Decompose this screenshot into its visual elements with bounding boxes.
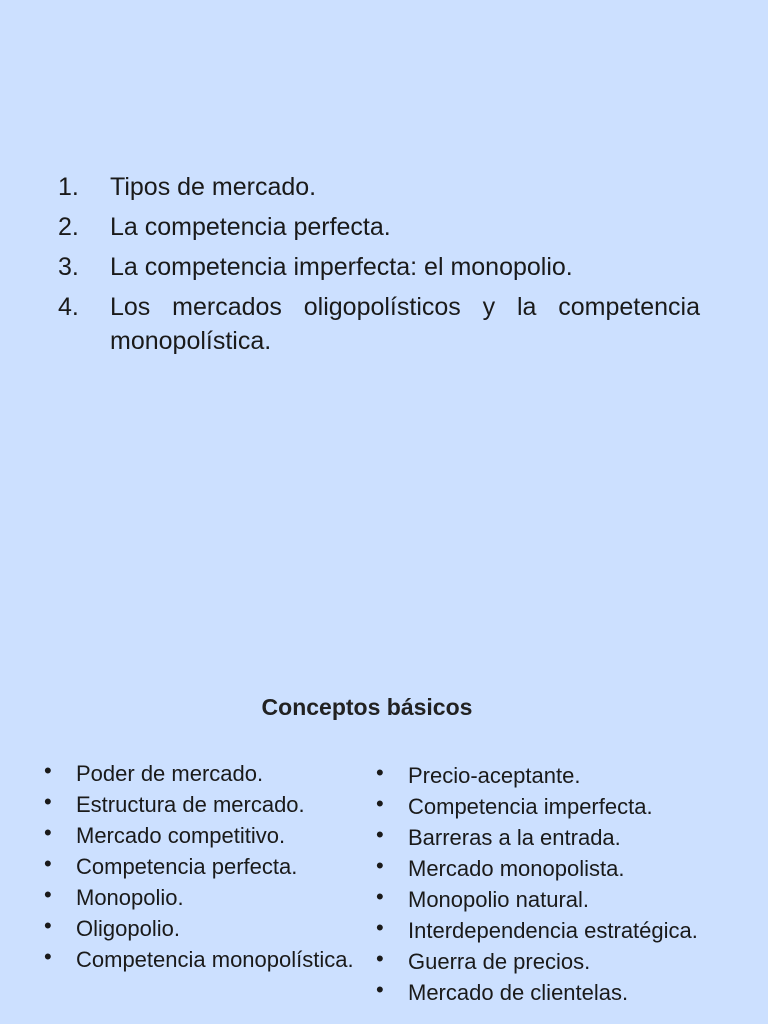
concept-text: Interdependencia estratégica. bbox=[408, 918, 698, 943]
concept-text: Oligopolio. bbox=[76, 916, 180, 941]
bullet-icon: • bbox=[376, 791, 384, 816]
concept-text: Competencia imperfecta. bbox=[408, 794, 653, 819]
bullet-icon: • bbox=[44, 851, 52, 876]
bullet-icon: • bbox=[44, 944, 52, 969]
concepts-left-column bbox=[44, 760, 354, 977]
topic-item bbox=[0, 210, 700, 244]
bullet-icon: • bbox=[376, 853, 384, 878]
concept-item bbox=[44, 760, 354, 788]
bullet-icon: • bbox=[44, 789, 52, 814]
concept-item bbox=[376, 762, 746, 790]
concepts-heading: Conceptos básicos bbox=[261, 694, 473, 720]
concept-text: Competencia perfecta. bbox=[76, 854, 298, 879]
concept-item bbox=[376, 948, 746, 976]
concept-text: Estructura de mercado. bbox=[76, 792, 305, 817]
topic-number: 4. bbox=[58, 293, 79, 321]
bullet-icon: • bbox=[44, 913, 52, 938]
topic-number: 3. bbox=[58, 253, 79, 281]
concept-text: Monopolio. bbox=[76, 885, 184, 910]
topic-text: La competencia perfecta. bbox=[110, 213, 391, 241]
topic-number: 1. bbox=[58, 173, 79, 201]
bullet-icon: • bbox=[376, 977, 384, 1002]
concept-text: Mercado de clientelas. bbox=[408, 980, 629, 1005]
bullet-icon: • bbox=[376, 946, 384, 971]
topic-list bbox=[0, 170, 768, 364]
concept-text: Poder de mercado. bbox=[76, 761, 264, 786]
concept-item bbox=[44, 822, 354, 850]
concept-item bbox=[44, 791, 354, 819]
concept-text: Monopolio natural. bbox=[408, 887, 590, 912]
bullet-icon: • bbox=[376, 822, 384, 847]
concept-text: Barreras a la entrada. bbox=[408, 825, 621, 850]
concept-text: Mercado monopolista. bbox=[408, 856, 625, 881]
bullet-icon: • bbox=[376, 884, 384, 909]
topic-text: La competencia imperfecta: el monopolio. bbox=[110, 253, 573, 281]
bullet-icon: • bbox=[44, 882, 52, 907]
concept-item bbox=[376, 824, 746, 852]
concept-item bbox=[44, 915, 354, 943]
topic-text: Tipos de mercado. bbox=[110, 173, 317, 201]
concept-item bbox=[376, 886, 746, 914]
concept-item bbox=[376, 917, 746, 945]
topic-item bbox=[0, 250, 700, 284]
concept-text: Guerra de precios. bbox=[408, 949, 591, 974]
concept-item bbox=[376, 979, 746, 1007]
topic-text: Los mercados oligopolísticos y la competencia monopolística. bbox=[110, 293, 700, 355]
topic-item bbox=[0, 290, 700, 358]
concepts-right-column bbox=[376, 762, 746, 1010]
topic-number: 2. bbox=[58, 213, 79, 241]
bullet-icon: • bbox=[376, 760, 384, 785]
bullet-icon: • bbox=[376, 915, 384, 940]
concept-item bbox=[376, 855, 746, 883]
bullet-icon: • bbox=[44, 758, 52, 783]
concept-item bbox=[44, 946, 354, 974]
concept-text: Competencia monopolística. bbox=[76, 947, 354, 972]
concept-item bbox=[376, 793, 746, 821]
concept-item bbox=[44, 853, 354, 881]
bullet-icon: • bbox=[44, 820, 52, 845]
concept-text: Mercado competitivo. bbox=[76, 823, 286, 848]
concept-text: Precio-aceptante. bbox=[408, 763, 581, 788]
topic-item bbox=[0, 170, 700, 204]
concept-item bbox=[44, 884, 354, 912]
